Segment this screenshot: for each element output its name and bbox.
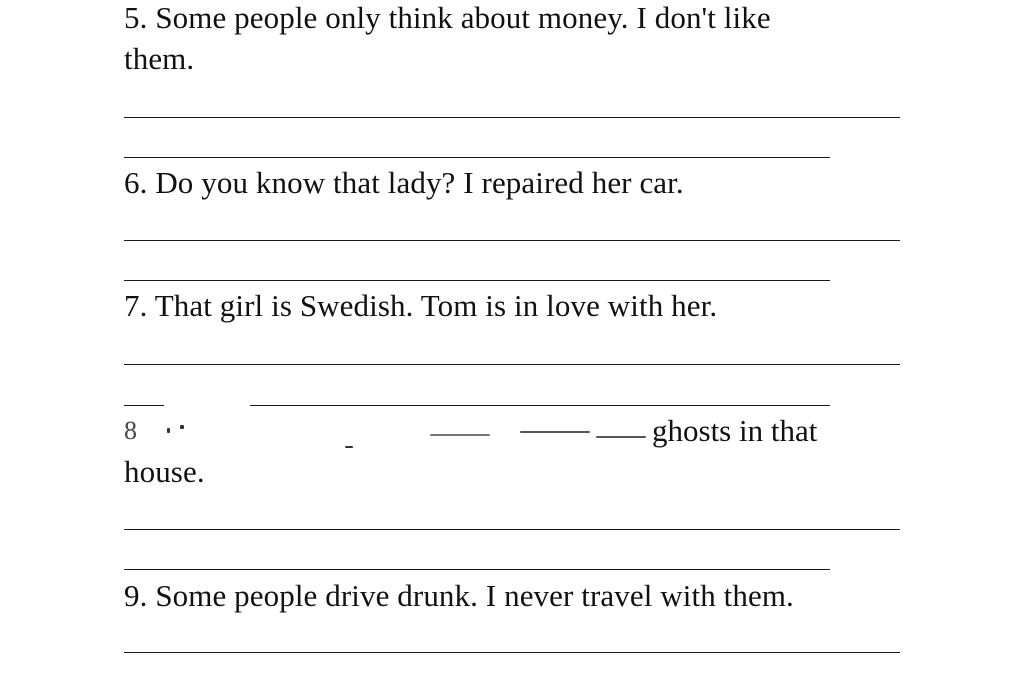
- question-number: 6.: [124, 165, 148, 200]
- answer-line[interactable]: [124, 529, 900, 530]
- question-8-fragment: ghosts in that: [652, 413, 818, 448]
- question-text: house.: [124, 454, 205, 489]
- ink-speck: [167, 428, 170, 433]
- answer-line[interactable]: [250, 405, 830, 406]
- ink-speck: [430, 434, 490, 436]
- question-5: [124, 0, 771, 39]
- question-text: Some people drive drunk. I never travel with them.: [155, 578, 794, 613]
- question-7: [124, 285, 717, 327]
- question-text: That girl is Swedish. Tom is in love with her.: [154, 288, 718, 323]
- question-text: Some people only think about money. I don't like: [155, 0, 771, 35]
- question-number-obscured: 8: [124, 416, 137, 445]
- question-number: 5.: [124, 0, 148, 35]
- question-text: them.: [124, 41, 195, 76]
- question-9: [124, 575, 794, 617]
- answer-line[interactable]: [124, 652, 900, 653]
- ink-speck: [345, 446, 353, 448]
- answer-line[interactable]: [124, 569, 830, 570]
- question-number: 9.: [124, 578, 148, 613]
- answer-line[interactable]: [124, 364, 900, 365]
- answer-line[interactable]: [124, 240, 900, 241]
- answer-line[interactable]: [124, 157, 830, 158]
- question-6: [124, 162, 684, 204]
- answer-line[interactable]: [124, 280, 830, 281]
- question-8-continuation: [124, 451, 205, 493]
- ink-speck: [180, 425, 184, 429]
- ink-speck: [596, 436, 646, 438]
- ink-speck: [520, 431, 590, 433]
- answer-line-fragment: [124, 405, 164, 406]
- question-number: 7.: [124, 288, 148, 323]
- question-5-continuation: [124, 38, 194, 80]
- question-text: Do you know that lady? I repaired her car.: [155, 165, 684, 200]
- answer-line[interactable]: [124, 117, 900, 118]
